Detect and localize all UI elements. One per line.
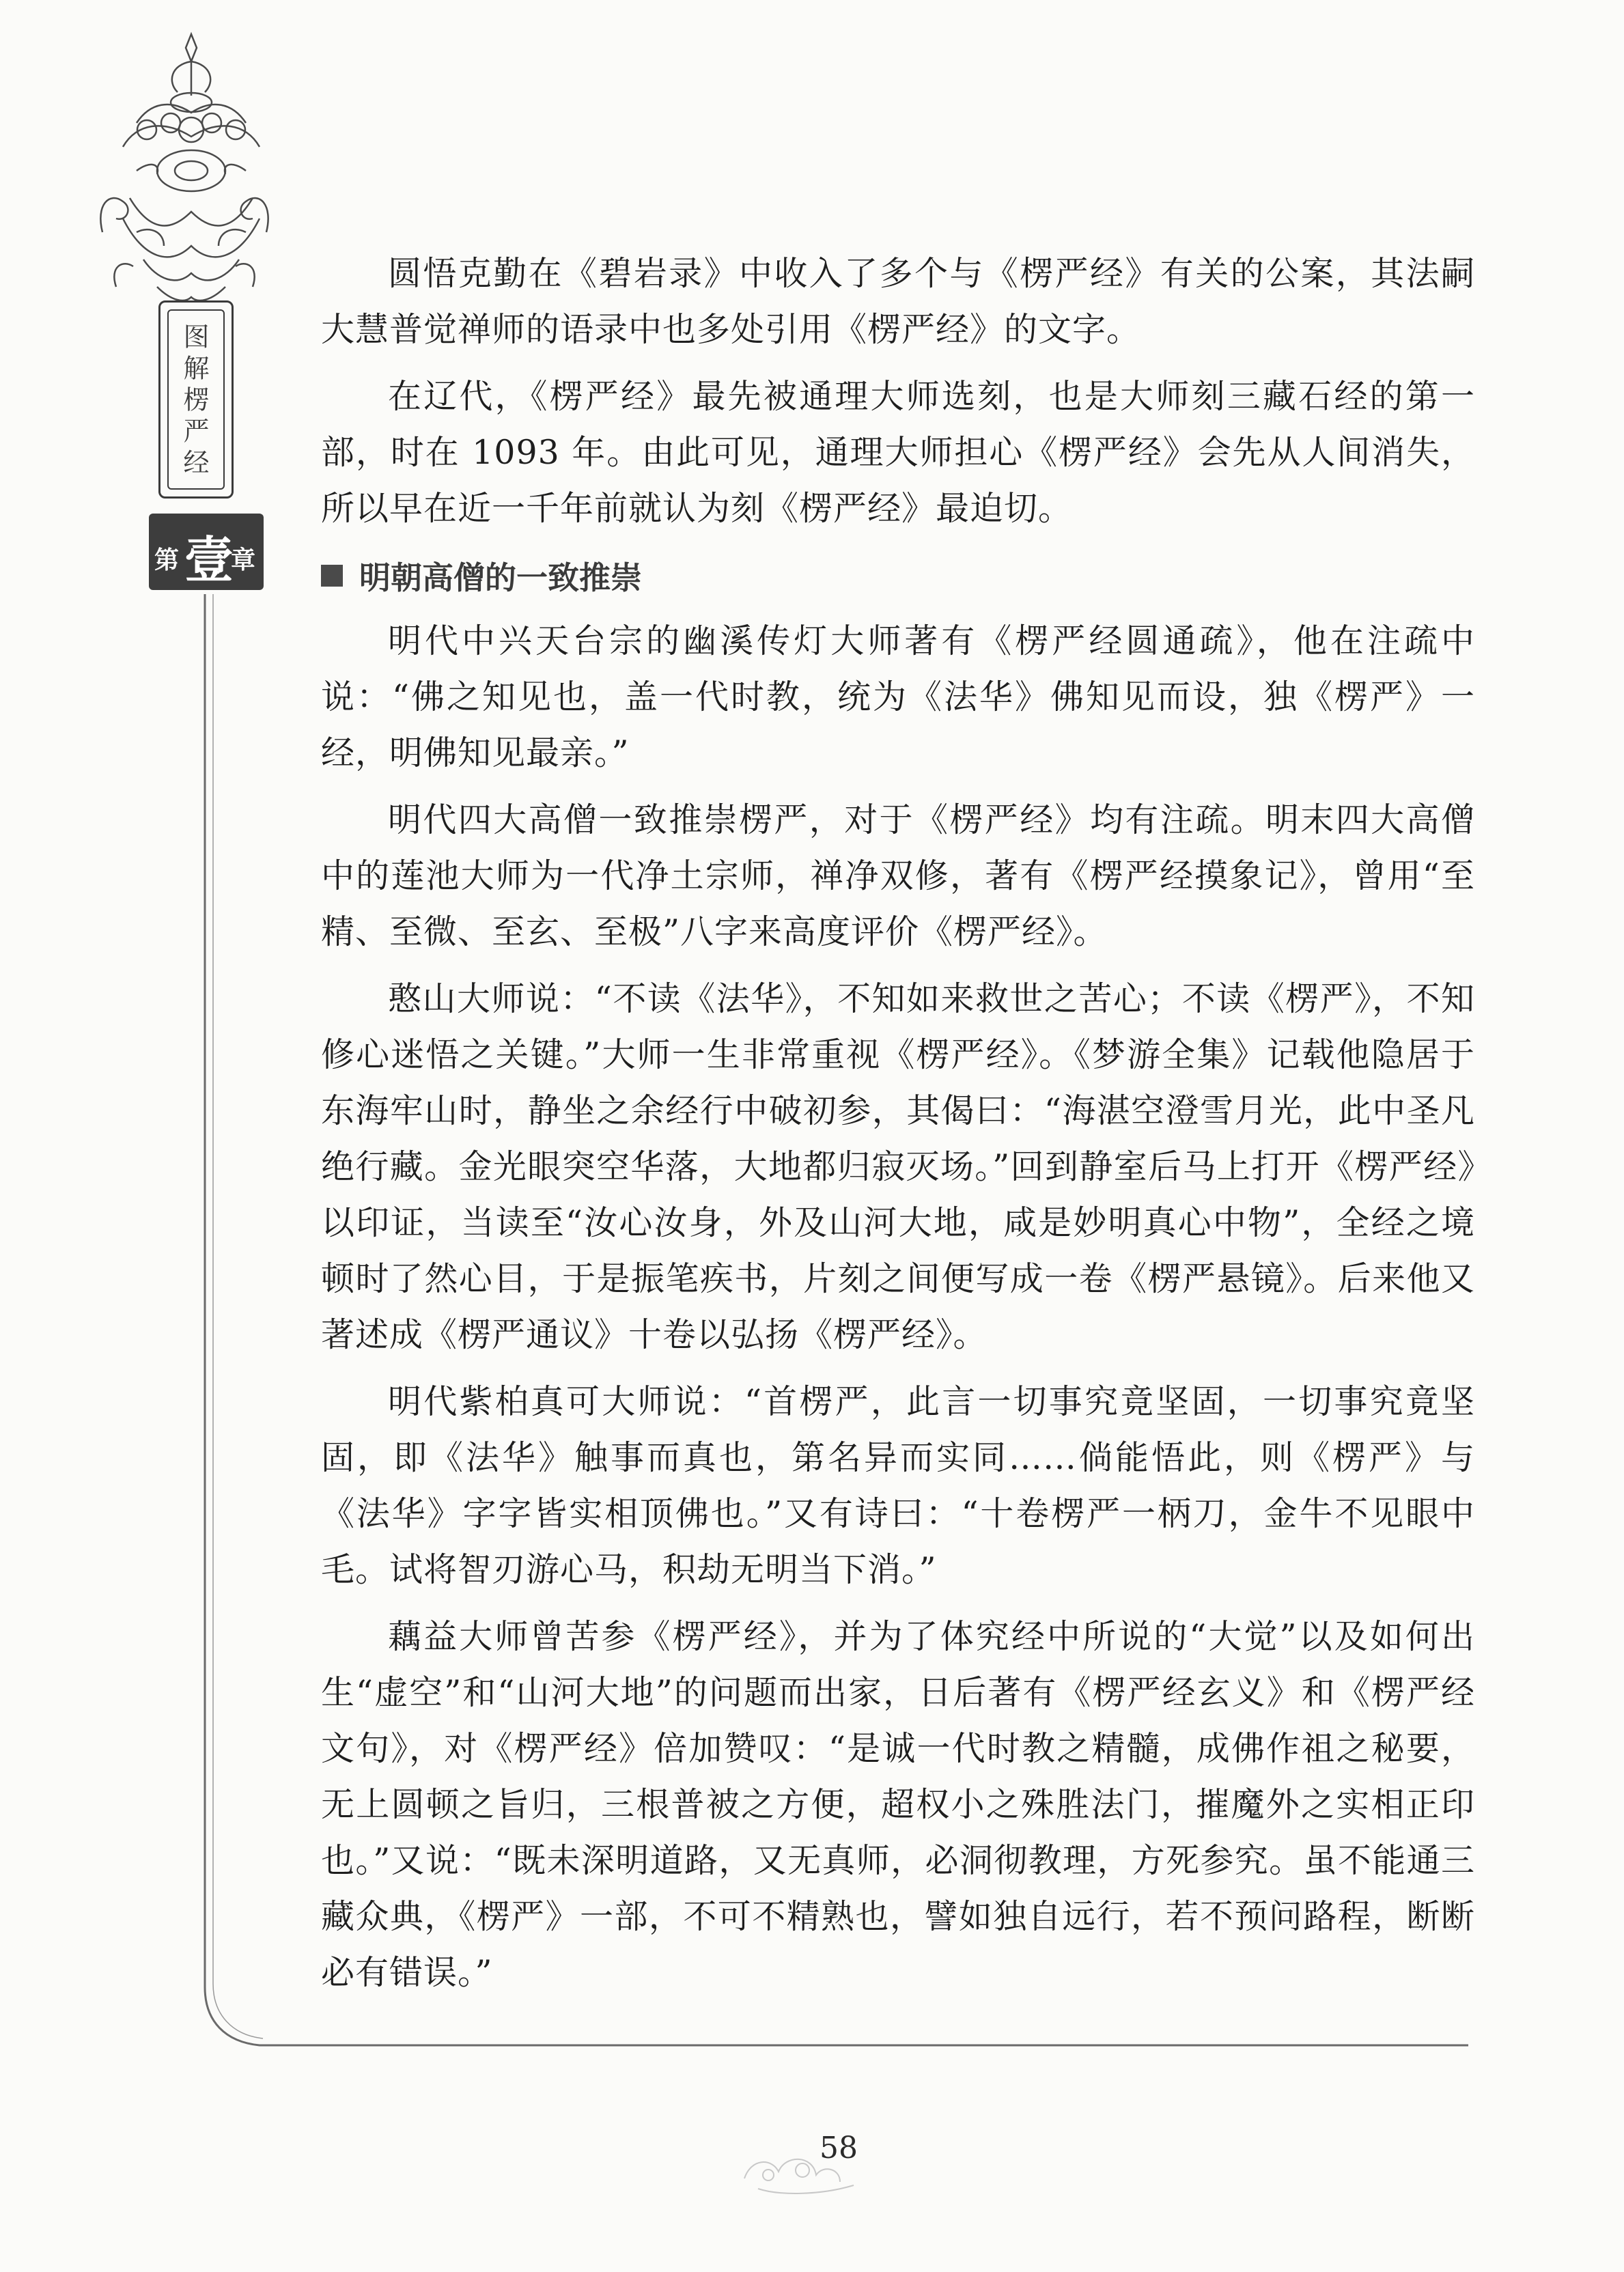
section-heading-text: 明朝高僧的一致推崇 [359, 559, 642, 596]
paragraph: 圆悟克勤在《碧岩录》中收入了多个与《楞严经》有关的公案，其法嗣大慧普觉禅师的语录中也多处引用《楞严经》的文字。 [321, 254, 1475, 349]
paragraph: 明代四大高僧一致推崇楞严，对于《楞严经》均有注疏。明末四大高僧中的莲池大师为一代净土宗师，禅净双修，著有《楞严经摸象记》，曾用“至精、至微、至玄、至极”八字来高度评价《楞严经》。 [321, 800, 1475, 951]
chapter-prefix: 第 [154, 546, 180, 574]
paragraph: 藕益大师曾苦参《楞严经》，并为了体究经中所说的“大觉”以及如何出生“虚空”和“山河大地”的问题而出家，日后著有《楞严经玄义》和《楞严经文句》，对《楞严经》倍加赞叹：“是诚一代时教之精髓，成佛作祖之秘要，无上圆顿之旨归，三根普被之方便，超权小之殊胜法门，摧魔外之实相正印也。”又说：“既未深明道路，又无真师，必洞彻教理，方死参究。虽不能通三藏众典，《楞严》一部，不可不精熟也，譬如独自远行，若不预问路程，断断必有错误。” [321, 1617, 1475, 1992]
series-title: 图解楞严经 [179, 323, 209, 480]
paragraph: 明代紫柏真可大师说：“首楞严，此言一切事究竟坚固，一切事究竟坚固，即《法华》触事而真也，第名异而实同……倘能悟此，则《楞严》与《法华》字字皆实相顶佛也。”又有诗曰：“十卷楞严一柄刀，金牛不见眼中毛。试将智刃游心马，积劫无明当下消。” [321, 1382, 1475, 1589]
paragraph: 在辽代，《楞严经》最先被通理大师选刻，也是大师刻三藏石经的第一部，时在 1093 年。由此可见，通理大师担心《楞严经》会先从人间消失，所以早在近一千年前就认为刻《楞严经》最迫切。 [321, 377, 1475, 528]
section-heading [321, 548, 1475, 604]
main-text [321, 246, 1475, 2012]
paragraph: 明代中兴天台宗的幽溪传灯大师著有《楞严经圆通疏》，他在注疏中说：“佛之知见也，盖一代时教，统为《法华》佛知见而设，独《楞严》一经，明佛知见最亲。” [321, 621, 1475, 772]
chapter-number: 壹 [184, 531, 234, 589]
paragraph: 憨山大师说：“不读《法华》，不知如来救世之苦心；不读《楞严》，不知修心迷悟之关键。”大师一生非常重视《楞严经》。《梦游全集》记载他隐居于东海牢山时，静坐之余经行中破初参，其偈曰：“海湛空澄雪月光，此中圣凡绝行藏。金光眼突空华落，大地都归寂灭场。”回到静室后马上打开《楞严经》以印证，当读至“汝心汝身，外及山河大地，咸是妙明真心中物”，全经之境顿时了然心目，于是振笔疾书，片刻之间便写成一卷《楞严悬镜》。后来他又著述成《楞严通议》十卷以弘扬《楞严经》。 [321, 979, 1475, 1354]
page-number: 58 [820, 2131, 858, 2165]
chapter-suffix: 章 [231, 546, 256, 574]
square-bullet-icon [321, 565, 343, 587]
